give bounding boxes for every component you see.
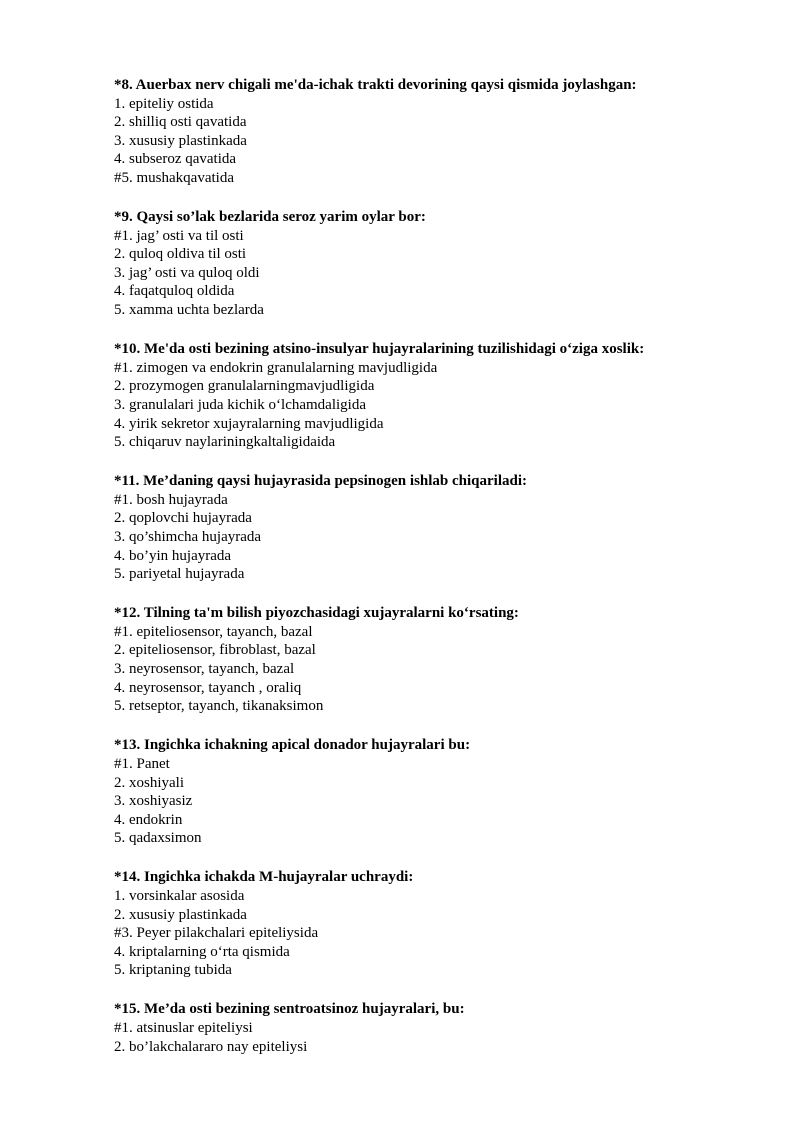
answer-option: 4. bo’yin hujayrada — [114, 547, 232, 564]
answer-option: 2. prozymogen granulalarningmavjudligida — [114, 378, 375, 395]
answer-option: 3. neyrosensor, tayanch, bazal — [114, 661, 295, 678]
answer-option: 2. xoshiyali — [114, 774, 184, 791]
question-10 — [114, 340, 774, 452]
answer-option: 2. quloq oldiva til osti — [114, 246, 247, 263]
answer-option: 5. xamma uchta bezlarda — [114, 302, 264, 319]
question-12 — [114, 604, 774, 716]
answer-option: 2. epiteliosensor, fibroblast, bazal — [114, 642, 316, 659]
question-13 — [114, 736, 774, 848]
question-11 — [114, 472, 774, 584]
answer-option: 5. pariyetal hujayrada — [114, 566, 245, 583]
correct-answer-option: #3. Peyer pilakchalari epiteliysida — [114, 925, 319, 942]
question-8 — [114, 76, 774, 188]
correct-answer-option: #1. bosh hujayrada — [114, 491, 228, 508]
answer-option: 5. retseptor, tayanch, tikanaksimon — [114, 698, 324, 715]
answer-option: 2. bo’lakchalararo nay epiteliysi — [114, 1038, 308, 1055]
question-title: *12. Tilning ta'm bilish piyozchasidagi xujayralarni ko‘rsating: — [114, 605, 519, 622]
correct-answer-option: #1. epiteliosensor, tayanch, bazal — [114, 623, 313, 640]
document-page — [114, 76, 774, 1077]
correct-answer-option: #1. atsinuslar epiteliysi — [114, 1020, 253, 1037]
answer-option: 2. shilliq osti qavatida — [114, 114, 247, 131]
question-title: *8. Auerbax nerv chigali me'da-ichak trakti devorining qaysi qismida joylashgan: — [114, 77, 637, 93]
question-title: *9. Qaysi so’lak bezlarida seroz yarim oylar bor: — [114, 209, 426, 226]
correct-answer-option: #1. zimogen va endokrin granulalarning mavjudligida — [114, 359, 438, 376]
answer-option: 5. kriptaning tubida — [114, 962, 232, 979]
answer-option: 4. kriptalarning o‘rta qismida — [114, 943, 290, 960]
question-title: *15. Me’da osti bezining sentroatsinoz hujayralari, bu: — [114, 1001, 465, 1018]
answer-option: 3. jag’ osti va quloq oldi — [114, 264, 260, 281]
answer-option: 3. granulalari juda kichik o‘lchamdaligida — [114, 396, 366, 413]
answer-option: 4. yirik sekretor xujayralarning mavjudligida — [114, 415, 384, 432]
question-title: *10. Me'da osti bezining atsino-insulyar hujayralarining tuzilishidagi o‘ziga xoslik: — [114, 341, 645, 358]
answer-option: 2. xususiy plastinkada — [114, 906, 247, 923]
question-15 — [114, 1000, 774, 1056]
answer-option: 4. subseroz qavatida — [114, 151, 237, 168]
question-9 — [114, 208, 774, 320]
answer-option: 1. epiteliy ostida — [114, 95, 214, 112]
answer-option: 5. chiqaruv naylariningkaltaligidaida — [114, 434, 336, 451]
answer-option: 4. neyrosensor, tayanch , oraliq — [114, 679, 302, 696]
correct-answer-option: #5. mushakqavatida — [114, 169, 234, 186]
correct-answer-option: #1. Panet — [114, 755, 170, 772]
answer-option: 5. qadaxsimon — [114, 830, 202, 847]
question-title: *14. Ingichka ichakda M-hujayralar uchraydi: — [114, 869, 414, 886]
answer-option: 4. endokrin — [114, 811, 183, 828]
answer-option: 3. xususiy plastinkada — [114, 132, 247, 149]
answer-option: 3. xoshiyasiz — [114, 793, 193, 810]
question-title: *13. Ingichka ichakning apical donador hujayralari bu: — [114, 737, 471, 754]
answer-option: 2. qoplovchi hujayrada — [114, 510, 252, 527]
question-title: *11. Me’daning qaysi hujayrasida pepsinogen ishlab chiqariladi: — [114, 473, 528, 490]
correct-answer-option: #1. jag’ osti va til osti — [114, 227, 244, 244]
answer-option: 3. qo’shimcha hujayrada — [114, 528, 262, 545]
question-14 — [114, 868, 774, 980]
answer-option: 1. vorsinkalar asosida — [114, 887, 245, 904]
answer-option: 4. faqatquloq oldida — [114, 283, 235, 300]
